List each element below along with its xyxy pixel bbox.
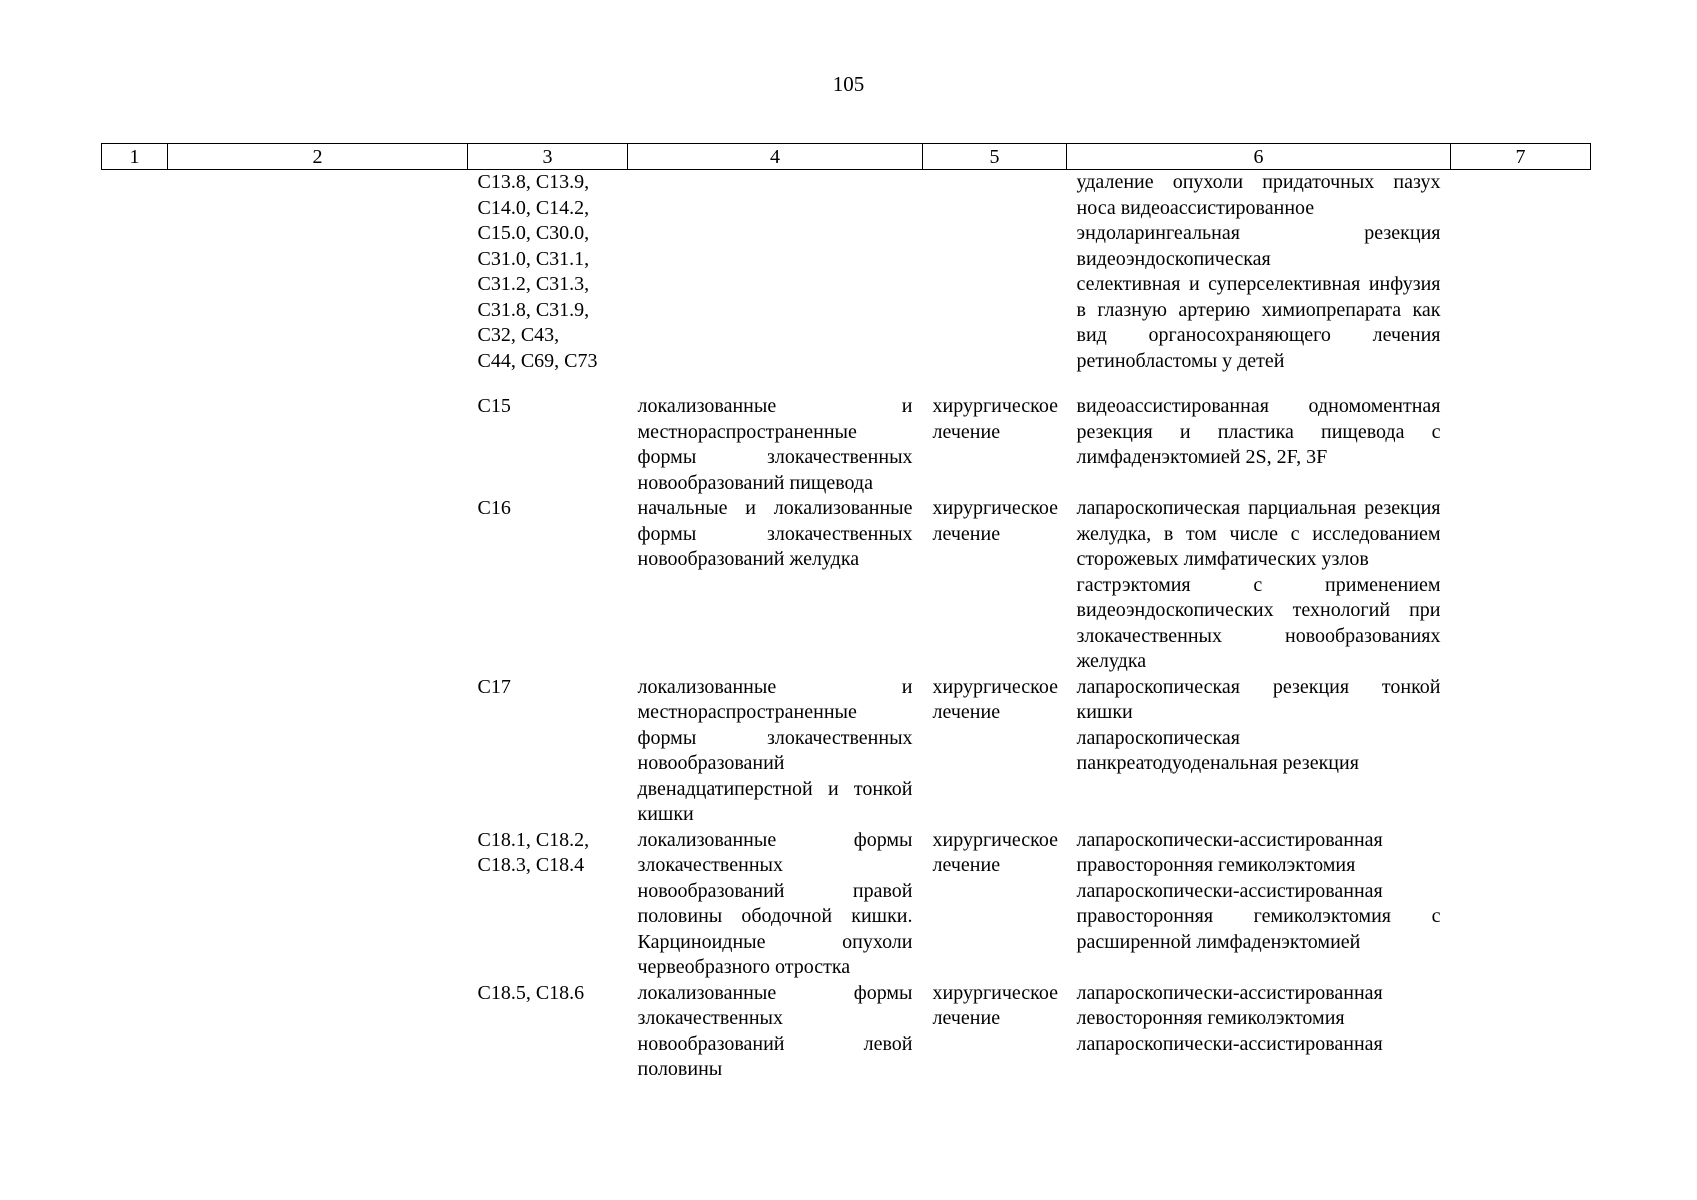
cell-col1 bbox=[102, 675, 168, 828]
table-row bbox=[102, 394, 1591, 496]
table-row bbox=[102, 496, 1591, 675]
cell-methods bbox=[1067, 981, 1451, 1083]
code-line: C15 bbox=[477, 395, 511, 417]
cell-col2 bbox=[168, 981, 468, 1083]
cell-col1 bbox=[102, 170, 168, 375]
code-line: C18.1, C18.2, bbox=[477, 828, 590, 851]
code-line: C14.0, C14.2, bbox=[477, 196, 590, 219]
cell-condition bbox=[628, 170, 923, 375]
cell-methods bbox=[1067, 496, 1451, 675]
cell-col7 bbox=[1451, 675, 1591, 828]
method-item: селективная и суперселективная инфузия в глазную артерию химиопрепарата как вид органосохраняющего лечения ретинобластомы у детей bbox=[1076, 273, 1441, 372]
cell-treatment: хирургическое лечение bbox=[932, 828, 1058, 876]
table-row bbox=[102, 675, 1591, 828]
cell-col2 bbox=[168, 394, 468, 496]
cell-condition: начальные и локализованные формы злокачественных новообразований желудка bbox=[637, 497, 913, 570]
column-number-header-row bbox=[102, 144, 1591, 170]
cell-treatment: хирургическое лечение bbox=[932, 675, 1058, 723]
method-item: лапароскопическая панкреатодуоденальная резекция bbox=[1076, 726, 1359, 774]
table-row bbox=[102, 170, 1591, 375]
code-line: C32, C43, bbox=[477, 324, 560, 346]
method-item: лапароскопически-ассистированная правосторонняя гемиколэктомия с расширенной лимфаденэктомией bbox=[1076, 879, 1441, 953]
cell-methods bbox=[1067, 170, 1451, 375]
cell-codes bbox=[468, 170, 628, 375]
cell-treatment: хирургическое лечение bbox=[932, 395, 1058, 443]
cell-col1 bbox=[102, 496, 168, 675]
code-line: C31.2, C31.3, bbox=[477, 273, 590, 295]
cell-col2 bbox=[168, 496, 468, 675]
cell-col7 bbox=[1451, 394, 1591, 496]
cell-codes bbox=[468, 675, 628, 828]
cell-col2 bbox=[168, 675, 468, 828]
code-line: C18.3, C18.4 bbox=[477, 854, 585, 876]
cell-col1 bbox=[102, 981, 168, 1083]
cell-col1 bbox=[102, 394, 168, 496]
document-table bbox=[101, 143, 1591, 1083]
code-line: C13.8, C13.9, bbox=[477, 171, 590, 193]
column-header-3: 3 bbox=[468, 144, 628, 170]
table-row bbox=[102, 981, 1591, 1083]
cell-treatment bbox=[923, 170, 1067, 375]
code-line: C18.5, C18.6 bbox=[477, 981, 585, 1004]
column-header-4: 4 bbox=[628, 144, 923, 170]
method-item: лапароскопически-ассистированная bbox=[1076, 1032, 1383, 1055]
cell-col7 bbox=[1451, 170, 1591, 375]
cell-codes bbox=[468, 394, 628, 496]
code-line: C16 bbox=[477, 497, 511, 519]
cell-treatment: хирургическое лечение bbox=[932, 981, 1058, 1029]
method-item: лапароскопическая парциальная резекция желудка, в том числе с исследованием сторожевых лимфатических узлов bbox=[1076, 497, 1441, 570]
cell-condition: локализованные и местнораспространенные формы злокачественных новообразований двенадцатиперстной и тонкой кишки bbox=[637, 675, 913, 825]
cell-condition: локализованные и местнораспространенные формы злокачественных новообразований пищевода bbox=[637, 395, 913, 494]
column-header-2: 2 bbox=[168, 144, 468, 170]
column-header-1: 1 bbox=[102, 144, 168, 170]
page-number: 105 bbox=[832, 72, 865, 96]
cell-col7 bbox=[1451, 828, 1591, 981]
method-item: удаление опухоли придаточных пазух носа видеоассистированное bbox=[1076, 171, 1441, 219]
method-item: видеоассистированная одномоментная резекция и пластика пищевода с лимфаденэктомией 2S, 2F, 3F bbox=[1076, 395, 1441, 468]
cell-col2 bbox=[168, 828, 468, 981]
code-line: C44, C69, C73 bbox=[477, 349, 598, 372]
cell-codes bbox=[468, 981, 628, 1083]
cell-codes bbox=[468, 496, 628, 675]
cell-codes bbox=[468, 828, 628, 981]
row-spacer bbox=[102, 374, 1591, 394]
cell-treatment: хирургическое лечение bbox=[932, 497, 1058, 545]
method-item: лапароскопическая резекция тонкой кишки bbox=[1076, 675, 1441, 723]
table-row bbox=[102, 828, 1591, 981]
column-header-6: 6 bbox=[1067, 144, 1451, 170]
code-line: C17 bbox=[477, 675, 511, 698]
cell-methods bbox=[1067, 675, 1451, 828]
code-line: C15.0, C30.0, bbox=[477, 222, 590, 244]
cell-methods bbox=[1067, 394, 1451, 496]
cell-col7 bbox=[1451, 496, 1591, 675]
method-item: эндоларингеальная резекция видеоэндоскопическая bbox=[1076, 222, 1441, 270]
code-line: C31.8, C31.9, bbox=[477, 298, 590, 321]
cell-col1 bbox=[102, 828, 168, 981]
code-line: C31.0, C31.1, bbox=[477, 247, 590, 270]
cell-condition: локализованные формы злокачественных новообразований правой половины ободочной кишки. Карциноидные опухоли червеобразного отростка bbox=[637, 828, 913, 978]
column-header-5: 5 bbox=[923, 144, 1067, 170]
cell-condition: локализованные формы злокачественных новообразований левой половины bbox=[637, 981, 913, 1080]
cell-col2 bbox=[168, 170, 468, 375]
method-item: лапароскопически-ассистированная левосторонняя гемиколэктомия bbox=[1076, 981, 1383, 1029]
method-item: гастрэктомия с применением видеоэндоскопических технологий при злокачественных новообразованиях желудка bbox=[1076, 573, 1441, 672]
cell-col7 bbox=[1451, 981, 1591, 1083]
method-item: лапароскопически-ассистированная правосторонняя гемиколэктомия bbox=[1076, 828, 1383, 876]
cell-methods bbox=[1067, 828, 1451, 981]
column-header-7: 7 bbox=[1451, 144, 1591, 170]
